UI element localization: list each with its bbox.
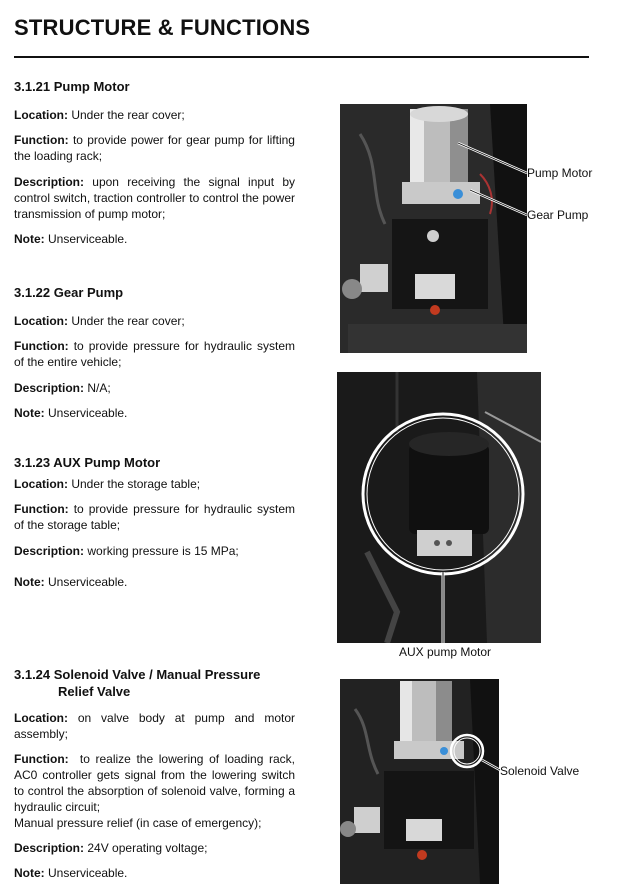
solenoid-description: Description: 24V operating voltage; bbox=[14, 841, 208, 855]
section-heading-gear-pump: 3.1.22 Gear Pump bbox=[14, 285, 124, 300]
pump-motor-function: Function: to provide power for gear pump for lifting the loading rack; bbox=[14, 133, 295, 163]
pump-motor-location: Location: Under the rear cover; bbox=[14, 108, 185, 122]
solenoid-function-extra: Manual pressure relief (in case of emergency); bbox=[14, 816, 262, 830]
solenoid-function: Function: to realize the lowering of loading rack, AC0 controller gets signal from the lowering switch to control the absorption of solenoid valve, forming a hydraulic circuit; bbox=[14, 752, 295, 814]
callout-solenoid-valve: Solenoid Valve bbox=[500, 764, 580, 778]
aux-pump-motor-caption: AUX pump Motor bbox=[398, 645, 492, 659]
gear-pump-note: Note: Unserviceable. bbox=[14, 406, 128, 420]
callout-pump-motor: Pump Motor bbox=[527, 166, 593, 180]
section-heading-aux-pump-motor: 3.1.23 AUX Pump Motor bbox=[14, 455, 161, 470]
pump-motor-note: Note: Unserviceable. bbox=[14, 232, 128, 246]
gear-pump-location: Location: Under the rear cover; bbox=[14, 314, 185, 328]
section-heading-solenoid-valve-line2: Relief Valve bbox=[58, 684, 131, 699]
solenoid-note: Note: Unserviceable. bbox=[14, 866, 128, 880]
callout-gear-pump: Gear Pump bbox=[527, 208, 589, 222]
aux-pump-function: Function: to provide pressure for hydraulic system of the storage table; bbox=[14, 502, 295, 532]
section-heading-pump-motor: 3.1.21 Pump Motor bbox=[14, 79, 130, 94]
section-heading-solenoid-valve: 3.1.24 Solenoid Valve / Manual Pressure bbox=[14, 667, 261, 682]
gear-pump-function: Function: to provide pressure for hydraulic system of the entire vehicle; bbox=[14, 339, 295, 369]
aux-pump-description: Description: working pressure is 15 MPa; bbox=[14, 544, 239, 558]
solenoid-location: Location: on valve body at pump and motor assembly; bbox=[14, 711, 295, 741]
pump-motor-description: Description: upon receiving the signal input by control switch, traction controller to control the power transmission of pump motor; bbox=[14, 175, 295, 221]
aux-pump-note: Note: Unserviceable. bbox=[14, 575, 128, 589]
gear-pump-description: Description: N/A; bbox=[14, 381, 111, 395]
aux-pump-location: Location: Under the storage table; bbox=[14, 477, 201, 491]
page-title: STRUCTURE & FUNCTIONS bbox=[14, 15, 311, 40]
